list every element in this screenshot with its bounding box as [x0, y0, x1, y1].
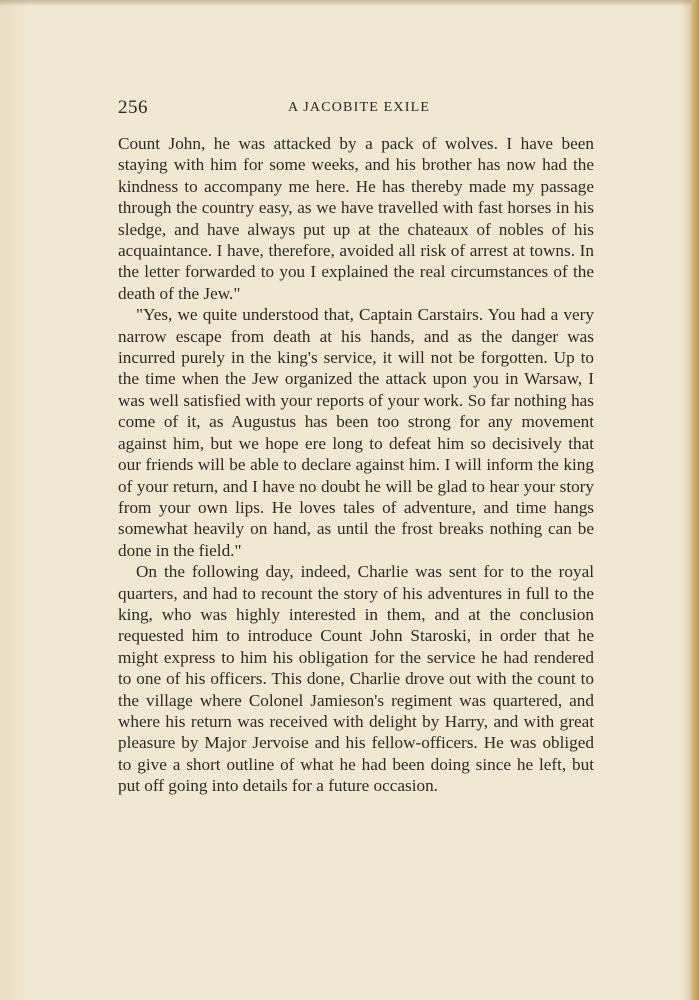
paragraph: Count John, he was attacked by a pack of wolves. I have been staying with him for some weeks, and his brother has now had the kindness to accompany me here. He has thereby made my passage through the country easy, as we have travelled with fast horses in his sledge, and have always put up at the chateaux of nobles of his acquaintance. I have, therefore, avoided all risk of arrest at towns. In the letter forwarded to you I explained the real circumstances of the death of the Jew." [118, 134, 594, 303]
page-header [118, 97, 588, 121]
paragraph: "Yes, we quite understood that, Captain Carstairs. You had a very narrow escape from death at his hands, and as the danger was incurred purely in the king's service, it will not be forgotten. Up to the time when the Jew organized the attack upon you in Warsaw, I was well satisfied with your reports of your work. So far nothing has come of it, as Augustus has been too strong for any movement against him, but we hope ere long to defeat him so decisively that our friends will be able to declare against him. I will inform the king of your return, and I have no doubt he will be glad to hear your story from your own lips. He loves tales of adventure, and time hangs somewhat heavily on hand, as until the frost breaks nothing can be done in the field." [118, 305, 594, 560]
paragraph: On the following day, indeed, Charlie was sent for to the royal quarters, and had to recount the story of his adventures in full to the king, who was highly interested in them, and at the conclusion requested him to introduce Count John Staroski, in order that he might express to him his obligation for the service he had rendered to one of his officers. This done, Charlie drove out with the count to the village where Colonel Jamieson's regiment was quartered, and where his return was received with delight by Harry, and with great pleasure by Major Jervoise and his fellow-officers. He was obliged to give a short outline of what he had been doing since he left, but put off going into details for a future occasion. [118, 562, 594, 796]
page-number: 256 [118, 97, 148, 118]
running-head: A JACOBITE EXILE [288, 100, 431, 115]
body-text [118, 133, 594, 797]
page-edge [691, 0, 699, 1000]
